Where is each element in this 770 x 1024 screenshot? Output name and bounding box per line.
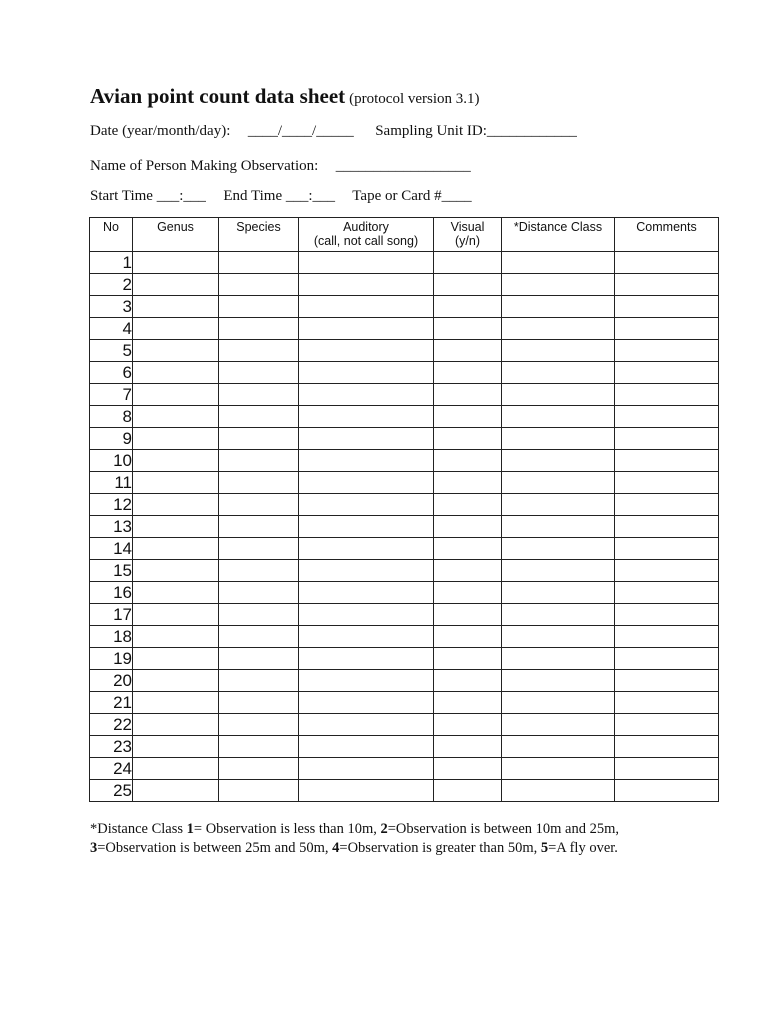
sampling-unit-label: Sampling Unit ID: [375, 123, 487, 139]
genus-cell[interactable] [133, 318, 219, 340]
genus-cell[interactable] [133, 406, 219, 428]
distance-class-cell[interactable] [502, 296, 615, 318]
genus-cell[interactable] [133, 538, 219, 560]
comments-cell[interactable] [615, 582, 719, 604]
auditory-cell[interactable] [299, 274, 434, 296]
table-row [90, 362, 719, 384]
species-cell[interactable] [219, 692, 299, 714]
time-tape-line [90, 188, 472, 205]
visual-cell[interactable] [434, 252, 502, 274]
header-auditory: Auditory (call, not call song) [299, 218, 434, 252]
row-number: 11 [90, 472, 133, 494]
auditory-cell[interactable] [299, 472, 434, 494]
row-number: 1 [90, 252, 133, 274]
comments-cell[interactable] [615, 252, 719, 274]
comments-cell[interactable] [615, 626, 719, 648]
species-cell[interactable] [219, 670, 299, 692]
end-time-label: End Time [223, 188, 283, 204]
table-header-row [90, 218, 719, 252]
distance-class-cell[interactable] [502, 648, 615, 670]
row-number: 25 [90, 780, 133, 802]
species-cell[interactable] [219, 494, 299, 516]
distance-class-cell[interactable] [502, 252, 615, 274]
comments-cell[interactable] [615, 340, 719, 362]
species-cell[interactable] [219, 296, 299, 318]
visual-cell[interactable] [434, 362, 502, 384]
distance-class-cell[interactable] [502, 450, 615, 472]
auditory-cell[interactable] [299, 714, 434, 736]
tape-card-label: Tape or Card # [352, 188, 442, 204]
start-time-label: Start Time [90, 188, 153, 204]
distance-class-cell[interactable] [502, 714, 615, 736]
auditory-cell[interactable] [299, 362, 434, 384]
distance-class-cell[interactable] [502, 692, 615, 714]
visual-cell[interactable] [434, 340, 502, 362]
species-cell[interactable] [219, 318, 299, 340]
species-cell[interactable] [219, 406, 299, 428]
observer-line [90, 158, 471, 175]
auditory-cell[interactable] [299, 604, 434, 626]
table-row [90, 472, 719, 494]
species-cell[interactable] [219, 428, 299, 450]
visual-cell[interactable] [434, 494, 502, 516]
distance-class-cell[interactable] [502, 472, 615, 494]
species-cell[interactable] [219, 362, 299, 384]
genus-cell[interactable] [133, 428, 219, 450]
table-row [90, 648, 719, 670]
comments-cell[interactable] [615, 494, 719, 516]
visual-cell[interactable] [434, 472, 502, 494]
distance-class-cell[interactable] [502, 406, 615, 428]
table-row [90, 252, 719, 274]
auditory-cell[interactable] [299, 560, 434, 582]
comments-cell[interactable] [615, 604, 719, 626]
table-row [90, 538, 719, 560]
species-cell[interactable] [219, 758, 299, 780]
date-field[interactable]: ____/____/_____ [247, 123, 354, 139]
visual-cell[interactable] [434, 296, 502, 318]
genus-cell[interactable] [133, 604, 219, 626]
comments-cell[interactable] [615, 648, 719, 670]
table-row [90, 340, 719, 362]
table-row [90, 274, 719, 296]
comments-cell[interactable] [615, 450, 719, 472]
comments-cell[interactable] [615, 758, 719, 780]
table-row [90, 714, 719, 736]
row-number: 22 [90, 714, 133, 736]
distance-class-cell[interactable] [502, 428, 615, 450]
visual-cell[interactable] [434, 450, 502, 472]
distance-class-cell[interactable] [502, 384, 615, 406]
sampling-unit-field[interactable]: ____________ [486, 123, 577, 139]
header-comments: Comments [615, 218, 719, 252]
protocol-version: (protocol version 3.1) [349, 91, 480, 107]
genus-cell[interactable] [133, 252, 219, 274]
comments-cell[interactable] [615, 362, 719, 384]
visual-cell[interactable] [434, 428, 502, 450]
genus-cell[interactable] [133, 274, 219, 296]
distance-class-cell[interactable] [502, 538, 615, 560]
table-row [90, 670, 719, 692]
genus-cell[interactable] [133, 340, 219, 362]
visual-cell[interactable] [434, 714, 502, 736]
comments-cell[interactable] [615, 538, 719, 560]
auditory-cell[interactable] [299, 516, 434, 538]
species-cell[interactable] [219, 582, 299, 604]
distance-class-cell[interactable] [502, 670, 615, 692]
table-row [90, 318, 719, 340]
row-number: 20 [90, 670, 133, 692]
comments-cell[interactable] [615, 428, 719, 450]
distance-class-cell[interactable] [502, 340, 615, 362]
auditory-cell[interactable] [299, 736, 434, 758]
row-number: 13 [90, 516, 133, 538]
table-row [90, 560, 719, 582]
visual-cell[interactable] [434, 516, 502, 538]
table-row [90, 516, 719, 538]
genus-cell[interactable] [133, 472, 219, 494]
species-cell[interactable] [219, 274, 299, 296]
genus-cell[interactable] [133, 560, 219, 582]
comments-cell[interactable] [615, 714, 719, 736]
genus-cell[interactable] [133, 516, 219, 538]
page-title [90, 84, 480, 109]
table-row [90, 758, 719, 780]
comments-cell[interactable] [615, 692, 719, 714]
distance-class-cell[interactable] [502, 274, 615, 296]
comments-cell[interactable] [615, 406, 719, 428]
date-label: Date (year/month/day): [90, 123, 231, 139]
visual-cell[interactable] [434, 384, 502, 406]
comments-cell[interactable] [615, 296, 719, 318]
genus-cell[interactable] [133, 384, 219, 406]
row-number: 23 [90, 736, 133, 758]
table-row [90, 626, 719, 648]
auditory-cell[interactable] [299, 406, 434, 428]
distance-class-cell[interactable] [502, 494, 615, 516]
table-row [90, 780, 719, 802]
distance-class-cell[interactable] [502, 626, 615, 648]
header-genus: Genus [133, 218, 219, 252]
comments-cell[interactable] [615, 560, 719, 582]
genus-cell[interactable] [133, 626, 219, 648]
table-row [90, 428, 719, 450]
auditory-cell[interactable] [299, 318, 434, 340]
genus-cell[interactable] [133, 670, 219, 692]
header-visual: Visual (y/n) [434, 218, 502, 252]
genus-cell[interactable] [133, 780, 219, 802]
species-cell[interactable] [219, 780, 299, 802]
row-number: 6 [90, 362, 133, 384]
sheet-title: Avian point count data sheet [90, 84, 346, 108]
genus-cell[interactable] [133, 714, 219, 736]
species-cell[interactable] [219, 560, 299, 582]
species-cell[interactable] [219, 516, 299, 538]
table-row [90, 450, 719, 472]
visual-cell[interactable] [434, 692, 502, 714]
species-cell[interactable] [219, 648, 299, 670]
auditory-cell[interactable] [299, 626, 434, 648]
auditory-cell[interactable] [299, 252, 434, 274]
row-number: 5 [90, 340, 133, 362]
visual-cell[interactable] [434, 736, 502, 758]
species-cell[interactable] [219, 538, 299, 560]
distance-class-footnote: *Distance Class 1= Observation is less than 10m, 2=Observation is between 10m and 25m, 3=Observation is between 25m and 50m, 4=Observation is greater than 50m, 5=A fly over. [90, 821, 620, 856]
distance-class-cell[interactable] [502, 604, 615, 626]
visual-cell[interactable] [434, 560, 502, 582]
observation-table [89, 217, 719, 802]
genus-cell[interactable] [133, 648, 219, 670]
genus-cell[interactable] [133, 450, 219, 472]
header-no: No [90, 218, 133, 252]
auditory-cell[interactable] [299, 582, 434, 604]
row-number: 4 [90, 318, 133, 340]
row-number: 18 [90, 626, 133, 648]
visual-cell[interactable] [434, 582, 502, 604]
observer-label: Name of Person Making Observation: [90, 158, 319, 174]
visual-cell[interactable] [434, 670, 502, 692]
visual-cell[interactable] [434, 648, 502, 670]
table-row [90, 406, 719, 428]
auditory-cell[interactable] [299, 538, 434, 560]
table-row [90, 582, 719, 604]
row-number: 21 [90, 692, 133, 714]
species-cell[interactable] [219, 604, 299, 626]
row-number: 17 [90, 604, 133, 626]
visual-cell[interactable] [434, 274, 502, 296]
comments-cell[interactable] [615, 670, 719, 692]
distance-class-cell[interactable] [502, 780, 615, 802]
date-sampling-line [90, 123, 577, 140]
row-number: 8 [90, 406, 133, 428]
visual-cell[interactable] [434, 626, 502, 648]
distance-class-cell[interactable] [502, 736, 615, 758]
distance-class-cell[interactable] [502, 758, 615, 780]
table-row [90, 736, 719, 758]
species-cell[interactable] [219, 736, 299, 758]
species-cell[interactable] [219, 472, 299, 494]
auditory-cell[interactable] [299, 670, 434, 692]
species-cell[interactable] [219, 626, 299, 648]
comments-cell[interactable] [615, 736, 719, 758]
auditory-cell[interactable] [299, 428, 434, 450]
row-number: 2 [90, 274, 133, 296]
row-number: 12 [90, 494, 133, 516]
species-cell[interactable] [219, 384, 299, 406]
row-number: 24 [90, 758, 133, 780]
row-number: 7 [90, 384, 133, 406]
comments-cell[interactable] [615, 318, 719, 340]
auditory-cell[interactable] [299, 296, 434, 318]
distance-class-cell[interactable] [502, 582, 615, 604]
table-row [90, 494, 719, 516]
comments-cell[interactable] [615, 516, 719, 538]
comments-cell[interactable] [615, 274, 719, 296]
row-number: 9 [90, 428, 133, 450]
genus-cell[interactable] [133, 692, 219, 714]
start-time-field[interactable]: ___:___ [156, 188, 206, 204]
auditory-cell[interactable] [299, 340, 434, 362]
species-cell[interactable] [219, 714, 299, 736]
distance-class-cell[interactable] [502, 516, 615, 538]
auditory-cell[interactable] [299, 780, 434, 802]
distance-class-cell[interactable] [502, 362, 615, 384]
visual-cell[interactable] [434, 538, 502, 560]
comments-cell[interactable] [615, 384, 719, 406]
auditory-cell[interactable] [299, 692, 434, 714]
auditory-cell[interactable] [299, 648, 434, 670]
genus-cell[interactable] [133, 494, 219, 516]
auditory-cell[interactable] [299, 384, 434, 406]
table-row [90, 296, 719, 318]
table-row [90, 692, 719, 714]
species-cell[interactable] [219, 340, 299, 362]
visual-cell[interactable] [434, 758, 502, 780]
distance-class-cell[interactable] [502, 560, 615, 582]
genus-cell[interactable] [133, 296, 219, 318]
auditory-cell[interactable] [299, 450, 434, 472]
row-number: 16 [90, 582, 133, 604]
genus-cell[interactable] [133, 582, 219, 604]
species-cell[interactable] [219, 252, 299, 274]
table-row [90, 384, 719, 406]
table-row [90, 604, 719, 626]
row-number: 15 [90, 560, 133, 582]
header-species: Species [219, 218, 299, 252]
row-number: 3 [90, 296, 133, 318]
end-time-field[interactable]: ___:___ [285, 188, 336, 204]
genus-cell[interactable] [133, 736, 219, 758]
row-number: 14 [90, 538, 133, 560]
comments-cell[interactable] [615, 780, 719, 802]
species-cell[interactable] [219, 450, 299, 472]
comments-cell[interactable] [615, 472, 719, 494]
auditory-cell[interactable] [299, 758, 434, 780]
visual-cell[interactable] [434, 318, 502, 340]
distance-class-cell[interactable] [502, 318, 615, 340]
visual-cell[interactable] [434, 780, 502, 802]
row-number: 19 [90, 648, 133, 670]
visual-cell[interactable] [434, 604, 502, 626]
tape-card-field[interactable]: ____ [441, 188, 472, 204]
auditory-cell[interactable] [299, 494, 434, 516]
observer-field[interactable]: __________________ [335, 158, 471, 174]
genus-cell[interactable] [133, 362, 219, 384]
row-number: 10 [90, 450, 133, 472]
header-distance-class: *Distance Class [502, 218, 615, 252]
visual-cell[interactable] [434, 406, 502, 428]
genus-cell[interactable] [133, 758, 219, 780]
